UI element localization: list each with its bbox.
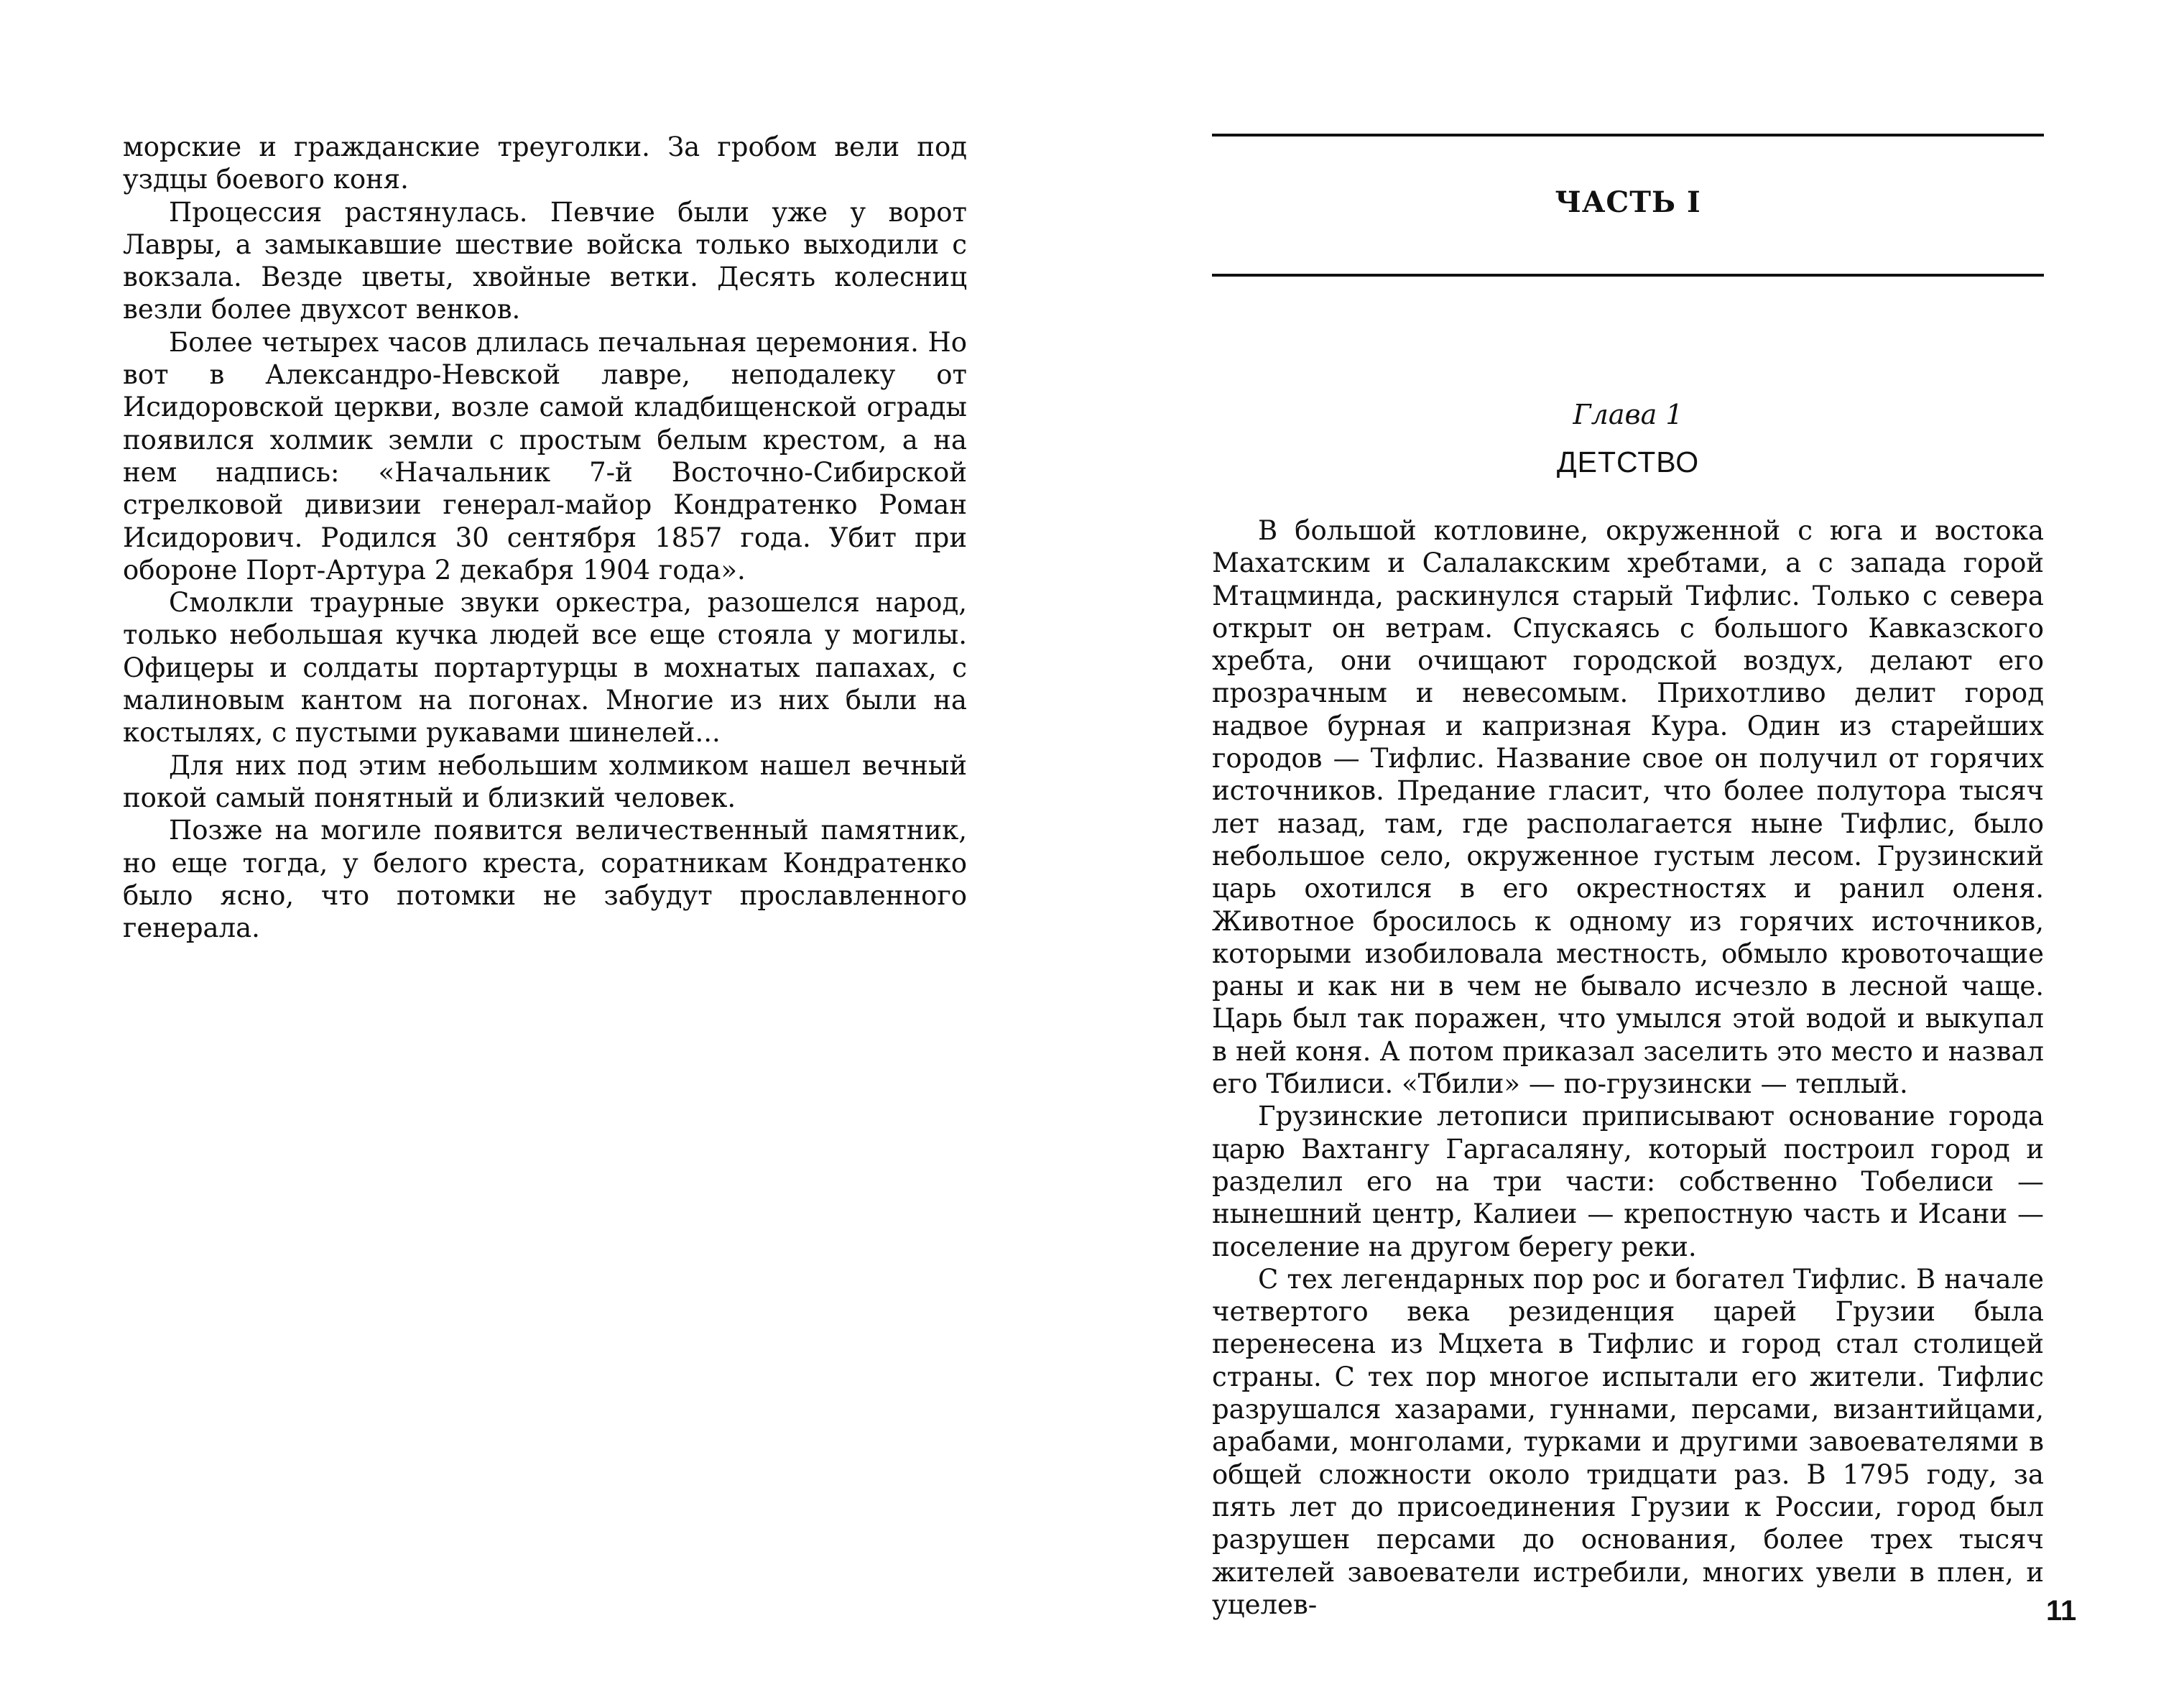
top-rule-divider: [1212, 134, 2044, 137]
left-text-column: [123, 131, 967, 944]
body-paragraph: морские и гражданские треуголки. За гробом вели под уздцы боевого коня.: [123, 131, 967, 195]
body-paragraph: Более четырех часов длилась печальная церемония. Но вот в Александро-Невской лавре, неподалеку от Исидоровской церкви, возле самой кладбищенской ограды появился холмик земли с простым белым крестом, а на нем надпись: «Начальник 7-й Восточно-Сибирской стрелковой дивизии генерал-майор Кондратенко Роман Исидорович. Родился 30 сентября 1857 года. Убит при обороне Порт-Артура 2 декабря 1904 года».: [123, 326, 967, 586]
body-paragraph: Для них под этим небольшим холмиком нашел вечный покой самый понятный и близкий человек.: [123, 749, 967, 813]
part-title: ЧАСТЬ I: [1555, 185, 1701, 219]
body-paragraph: Смолкли траурные звуки оркестра, разошелся народ, только небольшая кучка людей все еще стояла у могилы. Офицеры и солдаты портартурцы в мохнатых папахах, с малиновым кантом на погонах. Многие из них были на костылях, с пустыми рукавами шинелей...: [123, 587, 967, 749]
body-paragraph: В большой котловине, окруженной с юга и востока Махатским и Салалакским хребтами, а с запада горой Мтацминда, раскинулся старый Тифлис. Только с севера открыт он ветрам. Спускаясь с большого Кавказского хребта, они очищают городской воздух, делают его прозрачным и невесомым. Прихотливо делит город надвое бурная и капризная Кура. Один из старейших городов — Тифлис. Название свое он получил от горячих источников. Предание гласит, что более полутора тысяч лет назад, там, где располагается ныне Тифлис, было небольшое село, окруженное густым лесом. Грузинский царь охотился в его окрестностях и ранил оленя. Животное бросилось к одному из горячих источников, которыми изобиловала местность, обмыло кровоточащие раны и как ни в чем не бывало исчезло в лесной чаще. Царь был так поражен, что умылся этой водой и выкупал в ней коня. А потом приказал заселить это место и назвал его Тбилиси. «Тбили» — по-грузински — теплый.: [1212, 515, 2044, 1100]
body-paragraph: Позже на могиле появится величественный памятник, но еще тогда, у белого креста, соратникам Кондратенко было ясно, что потомки не забудут прославленного генерала.: [123, 815, 967, 944]
body-paragraph: Грузинские летописи приписывают основание города царю Вахтангу Гаргасаляну, который построил город и разделил его на три части: собственно Тобелиси — нынешний центр, Калиеи — крепостную часть и Исани — поселение на другом берегу реки.: [1212, 1101, 2044, 1262]
chapter-title: ДЕТСТВО: [1556, 445, 1700, 479]
chapter-body: [1212, 514, 2044, 1621]
chapter-label: Глава 1: [1573, 399, 1683, 430]
bottom-rule-divider: [1212, 274, 2044, 277]
body-paragraph: Процессия растянулась. Певчие были уже у ворот Лавры, а замыкавшие шествие войска только выходили с вокзала. Везде цветы, хвойные ветки. Десять колесниц везли более двухсот венков.: [123, 196, 967, 325]
page-number: 11: [2046, 1595, 2077, 1627]
body-paragraph: С тех легендарных пор рос и богател Тифлис. В начале четвертого века резиденция царей Грузии была перенесена из Мцхета в Тифлис и город стал столицей страны. С тех пор многое испытали его жители. Тифлис разрушался хазарами, гуннами, персами, византийцами, арабами, монголами, турками и другими завоевателями в общей сложности около тридцати раз. В 1795 году, за пять лет до присоединения Грузии к России, город был разрушен персами до основания, более трех тысяч жителей завоеватели истребили, многих увели в плен, и уцелев-: [1212, 1263, 2044, 1620]
right-page: [1092, 0, 2184, 1692]
